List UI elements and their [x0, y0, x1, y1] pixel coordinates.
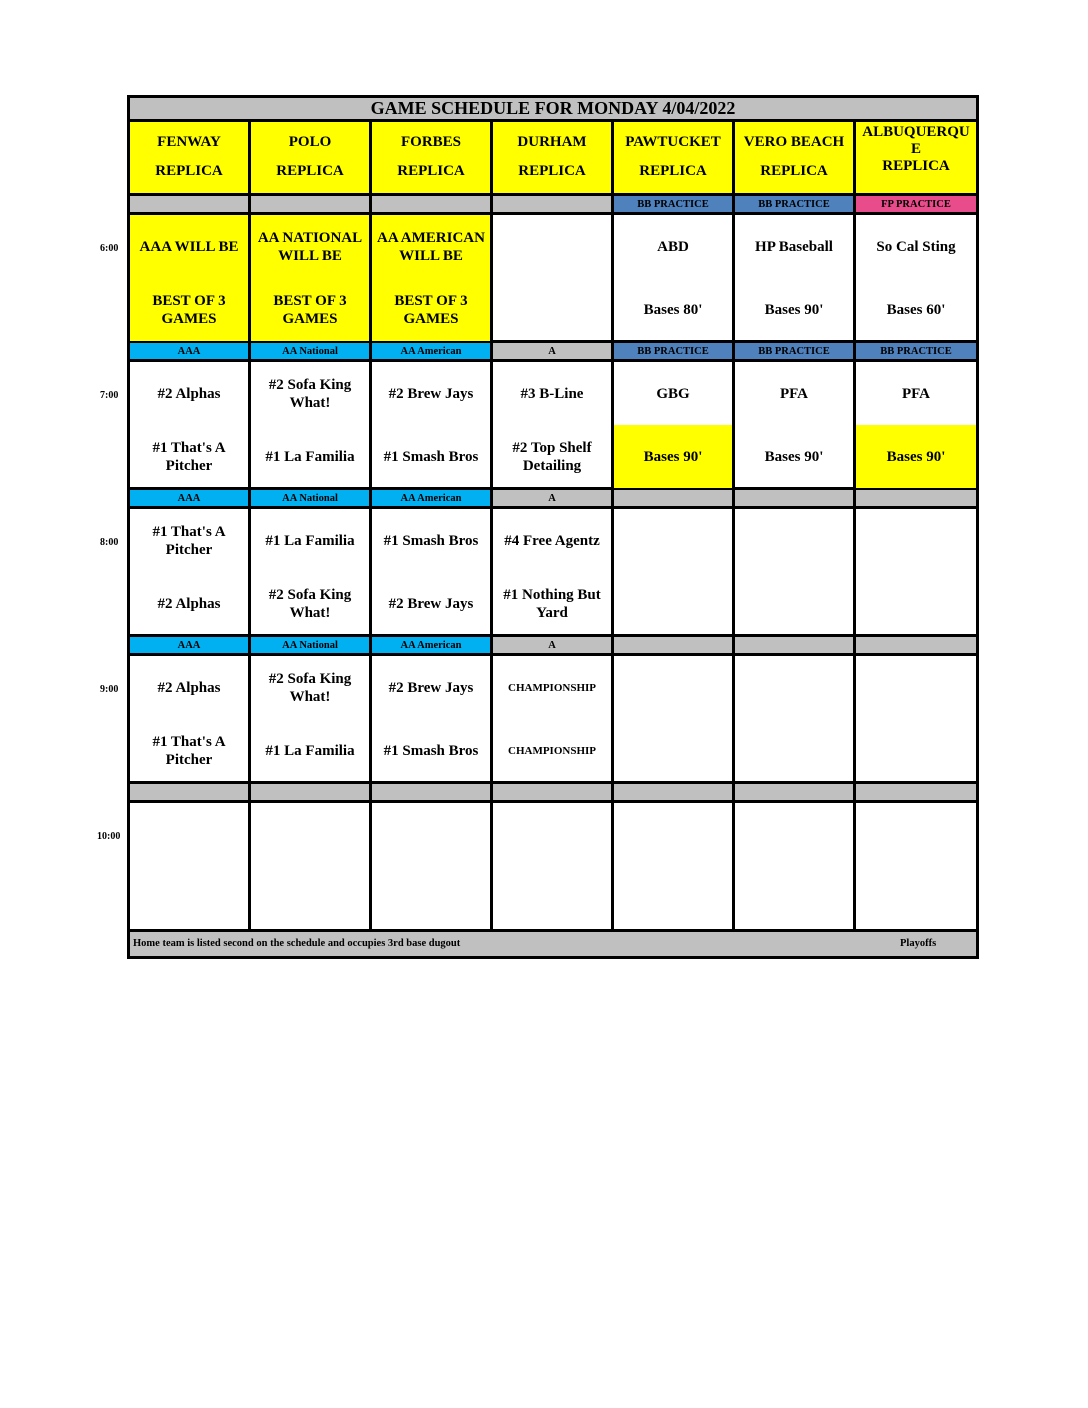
home-team: BEST OF 3 GAMES	[372, 278, 490, 341]
game-cell	[856, 803, 976, 932]
division-band	[735, 637, 856, 656]
away-team: PFA	[901, 385, 931, 402]
away-team: HP Baseball	[755, 238, 833, 255]
division-band: BB PRACTICE	[614, 343, 735, 362]
venue-header-4	[493, 122, 614, 196]
game-cell	[130, 215, 251, 343]
time-label-8: 8:00	[100, 537, 119, 548]
division-band	[856, 784, 976, 803]
division-band: A	[493, 343, 614, 362]
home-team: CHAMPIONSHIP	[508, 744, 596, 757]
home-team: #1 Smash Bros	[383, 742, 479, 759]
venue-header-7	[856, 122, 976, 196]
home-team: #2 Sofa King What!	[268, 586, 352, 621]
home-team	[614, 866, 732, 929]
away-team: CHAMPIONSHIP	[508, 681, 596, 694]
home-team: #1 Nothing But Yard	[503, 586, 601, 621]
away-team	[130, 803, 248, 866]
home-team: #2 Brew Jays	[388, 595, 474, 612]
division-band	[372, 196, 493, 215]
venue-header-2	[251, 122, 372, 196]
away-team: #3 B-Line	[520, 385, 584, 402]
time-label-7: 7:00	[100, 390, 119, 401]
game-cell	[372, 509, 493, 637]
game-cell	[614, 656, 735, 784]
division-band: AA American	[372, 637, 493, 656]
away-team	[735, 656, 853, 719]
venue-name: FORBES	[400, 134, 461, 150]
home-team: Bases 90'	[764, 448, 824, 465]
home-team	[735, 866, 853, 929]
division-band	[493, 196, 614, 215]
division-band: AAA	[130, 637, 251, 656]
away-team	[614, 803, 732, 866]
division-band: AA American	[372, 343, 493, 362]
home-team	[614, 572, 732, 635]
away-team	[251, 803, 369, 866]
game-cell	[493, 803, 614, 932]
game-cell	[614, 362, 735, 490]
division-band	[614, 784, 735, 803]
away-team	[856, 656, 976, 719]
home-team: #1 That's A Pitcher	[152, 733, 226, 768]
game-cell	[251, 362, 372, 490]
venue-sub: REPLICA	[639, 163, 707, 179]
home-team: Bases 80'	[643, 301, 703, 318]
away-team: ABD	[657, 238, 689, 255]
venue-name: POLO	[288, 134, 332, 150]
game-cell	[130, 656, 251, 784]
game-cell	[735, 509, 856, 637]
away-team	[735, 509, 853, 572]
away-team	[856, 803, 976, 866]
home-team	[251, 866, 369, 929]
game-cell	[856, 656, 976, 784]
away-team: PFA	[779, 385, 809, 402]
game-cell	[493, 362, 614, 490]
playoffs-label: Playoffs	[900, 938, 937, 949]
venue-name: PAWTUCKET	[625, 134, 721, 150]
home-team: #2 Top Shelf Detailing	[512, 439, 592, 474]
game-cell	[251, 509, 372, 637]
home-team: #2 Alphas	[157, 595, 221, 612]
home-team: #1 La Familia	[265, 742, 355, 759]
game-cell	[130, 803, 251, 932]
division-band	[735, 784, 856, 803]
division-band	[614, 490, 735, 509]
home-team	[856, 572, 976, 635]
division-band: AAA	[130, 490, 251, 509]
game-cell	[130, 362, 251, 490]
game-cell	[735, 362, 856, 490]
away-team	[735, 803, 853, 866]
venue-sub: REPLICA	[760, 163, 828, 179]
division-band: FP PRACTICE	[856, 196, 976, 215]
division-band	[493, 784, 614, 803]
home-team	[493, 866, 611, 929]
game-cell	[856, 362, 976, 490]
venue-sub: REPLICA	[397, 163, 465, 179]
venue-name: VERO BEACH	[743, 134, 845, 150]
home-team: #1 Smash Bros	[383, 448, 479, 465]
home-team: BEST OF 3 GAMES	[130, 278, 248, 341]
home-team: Bases 90'	[614, 425, 732, 488]
home-team: #1 That's A Pitcher	[152, 439, 226, 474]
home-team	[493, 278, 611, 341]
game-cell	[251, 215, 372, 343]
venue-header-3	[372, 122, 493, 196]
away-team: So Cal Sting	[876, 238, 956, 255]
away-team	[493, 803, 611, 866]
home-team	[614, 719, 732, 782]
game-cell	[493, 509, 614, 637]
away-team: #2 Sofa King What!	[268, 376, 352, 411]
game-cell	[614, 803, 735, 932]
venue-header-5	[614, 122, 735, 196]
home-team: Bases 90'	[764, 301, 824, 318]
game-cell	[735, 215, 856, 343]
schedule-sheet	[127, 95, 979, 959]
division-band	[856, 490, 976, 509]
game-cell	[372, 215, 493, 343]
division-band	[856, 637, 976, 656]
division-band	[614, 637, 735, 656]
venue-sub: REPLICA	[276, 163, 344, 179]
venue-name: FENWAY	[157, 134, 221, 150]
home-team: Bases 60'	[886, 301, 946, 318]
division-band	[735, 490, 856, 509]
away-team	[614, 656, 732, 719]
away-team: AA AMERICAN WILL BE	[372, 215, 490, 278]
away-team	[493, 215, 611, 278]
away-team: AAA WILL BE	[130, 215, 248, 278]
venue-name: ALBUQUERQU E	[862, 124, 970, 157]
away-team: #1 La Familia	[265, 532, 355, 549]
division-band: A	[493, 637, 614, 656]
footer-bar	[130, 932, 976, 956]
away-team	[372, 803, 490, 866]
away-team	[856, 509, 976, 572]
division-band	[130, 784, 251, 803]
division-band: BB PRACTICE	[614, 196, 735, 215]
home-team: Bases 90'	[856, 425, 976, 488]
time-label-10: 10:00	[97, 831, 121, 842]
home-team: #1 La Familia	[265, 448, 355, 465]
away-team: #2 Alphas	[157, 385, 221, 402]
away-team: GBG	[656, 385, 690, 402]
away-team: #2 Alphas	[157, 679, 221, 696]
division-band: AA National	[251, 490, 372, 509]
venue-name: DURHAM	[517, 134, 587, 150]
game-cell	[372, 656, 493, 784]
schedule-title: GAME SCHEDULE FOR MONDAY 4/04/2022	[130, 98, 976, 122]
away-team: #4 Free Agentz	[504, 532, 600, 549]
game-cell	[735, 803, 856, 932]
division-band	[130, 196, 251, 215]
game-cell	[251, 656, 372, 784]
division-band: AA American	[372, 490, 493, 509]
venue-sub: REPLICA	[882, 158, 950, 174]
division-band: AAA	[130, 343, 251, 362]
division-band: BB PRACTICE	[856, 343, 976, 362]
home-team	[372, 866, 490, 929]
footer-note: Home team is listed second on the schedule and occupies 3rd base dugout	[133, 938, 461, 949]
division-band	[251, 196, 372, 215]
home-team	[735, 719, 853, 782]
division-band: A	[493, 490, 614, 509]
division-band	[251, 784, 372, 803]
game-cell	[372, 362, 493, 490]
away-team: #2 Sofa King What!	[268, 670, 352, 705]
game-cell	[856, 509, 976, 637]
away-team: #2 Brew Jays	[388, 385, 474, 402]
venue-header-1	[130, 122, 251, 196]
home-team	[856, 719, 976, 782]
venue-header-6	[735, 122, 856, 196]
home-team	[735, 572, 853, 635]
game-cell	[372, 803, 493, 932]
division-band: BB PRACTICE	[735, 196, 856, 215]
division-band	[372, 784, 493, 803]
game-cell	[493, 215, 614, 343]
venue-sub: REPLICA	[155, 163, 223, 179]
game-cell	[614, 509, 735, 637]
away-team: #2 Brew Jays	[388, 679, 474, 696]
away-team: #1 Smash Bros	[383, 532, 479, 549]
division-band: AA National	[251, 637, 372, 656]
game-cell	[735, 656, 856, 784]
division-band: BB PRACTICE	[735, 343, 856, 362]
away-team	[614, 509, 732, 572]
game-cell	[130, 509, 251, 637]
away-team: #1 That's A Pitcher	[152, 523, 226, 558]
venue-sub: REPLICA	[518, 163, 586, 179]
game-cell	[251, 803, 372, 932]
home-team: BEST OF 3 GAMES	[251, 278, 369, 341]
time-label-6: 6:00	[100, 243, 119, 254]
game-cell	[493, 656, 614, 784]
time-label-9: 9:00	[100, 684, 119, 695]
game-cell	[856, 215, 976, 343]
game-cell	[614, 215, 735, 343]
home-team	[856, 866, 976, 929]
division-band: AA National	[251, 343, 372, 362]
home-team	[130, 866, 248, 929]
away-team: AA NATIONAL WILL BE	[251, 215, 369, 278]
